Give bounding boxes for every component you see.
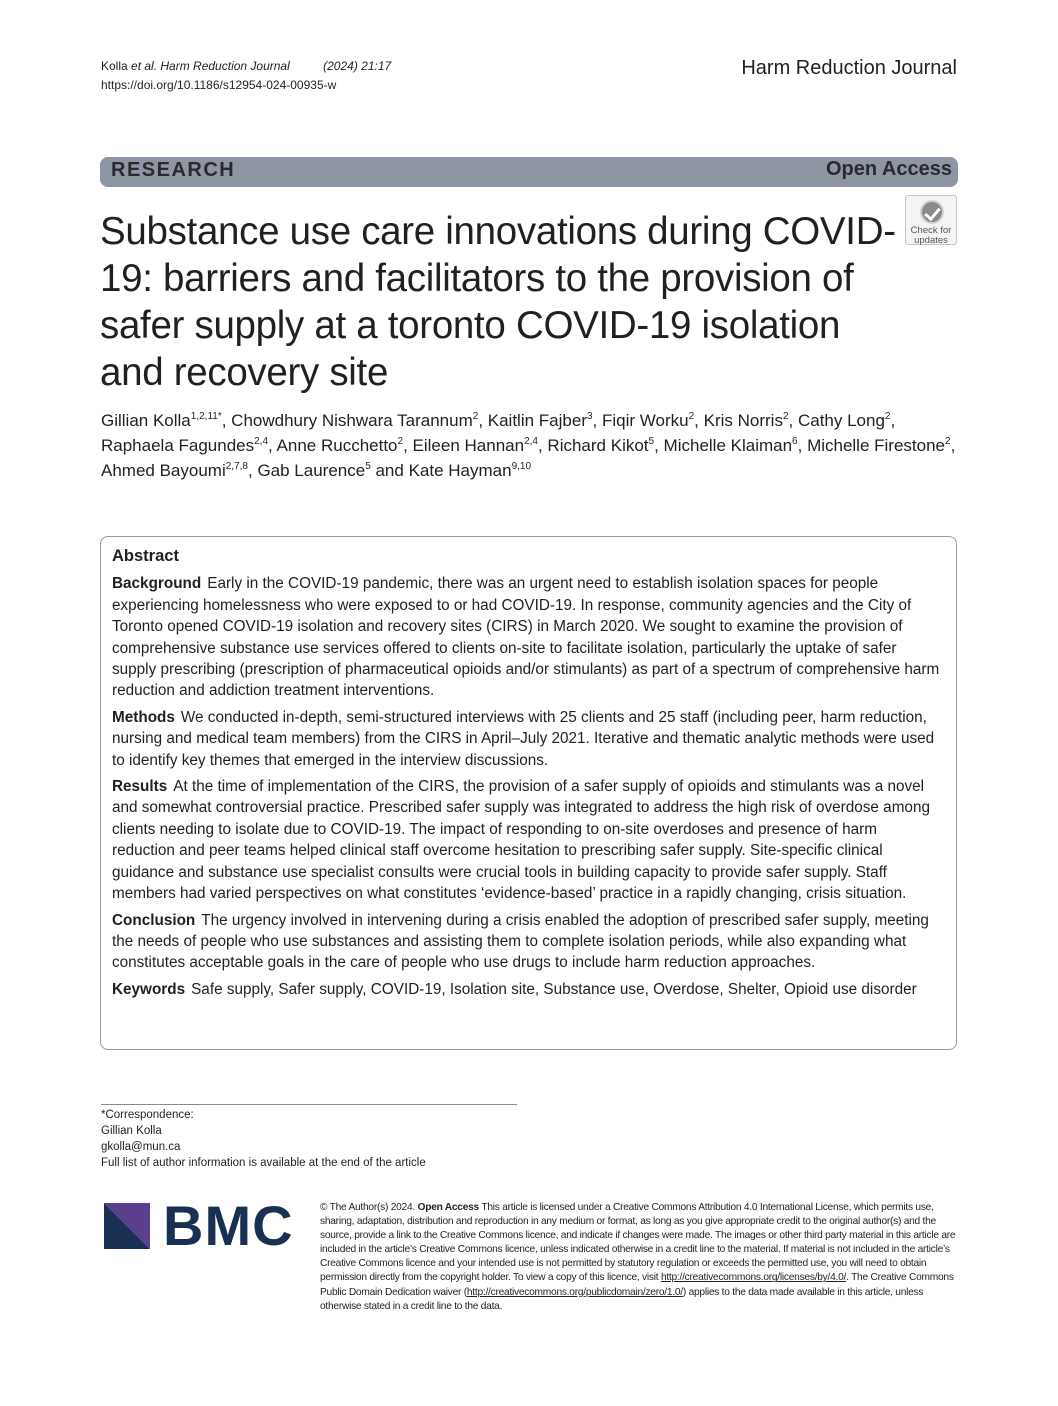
author-separator: and <box>370 461 409 480</box>
author-affiliation: 2 <box>688 411 695 422</box>
author-affiliation: 2 <box>472 411 479 422</box>
abstract-results <box>112 776 942 904</box>
section-text: We conducted in-depth, semi-structured interviews with 25 clients and 25 staff (including peer, harm reduction, nursing and medical team members) from the CIRS in April–July 2021. Iterative and thematic analytic methods were used to identify key themes that emerged in the interview discussions. <box>112 708 935 769</box>
author-separator: , <box>221 411 232 430</box>
author-affiliation: 2 <box>884 411 891 422</box>
citation-line <box>101 57 391 76</box>
citation-header <box>101 57 391 95</box>
author-affiliation: 5 <box>365 461 371 472</box>
section-text: Early in the COVID-19 pandemic, there was an urgent need to establish isolation spaces for people experiencing homelessness who were exposed to or had COVID-19. In response, community agencies and the City of Toronto opened COVID-19 isolation and recovery sites (CIRS) in March 2020. We sought to examine the provision of comprehensive substance use services offered to clients on-site to facilitate isolation, particularly the uptake of safer supply prescribing (prescription of pharmaceutical opioids and/or stimulants) as part of a spectrum of comprehensive harm reduction and addiction treatment interventions. <box>112 575 940 700</box>
author-name[interactable]: Gillian Kolla <box>101 411 191 430</box>
check-for-updates-badge[interactable] <box>905 195 957 245</box>
author-name[interactable]: Gab Laurence <box>257 461 366 480</box>
author-separator: , <box>403 436 413 455</box>
section-text: At the time of implementation of the CIRS, the provision of a safer supply of opioids and stimulants was a novel and somewhat controversial practice. Prescribed safer supply was integrated to address the high risk of overdose among clients needing to isolate due to COVID-19. The impact of responding to on-site overdoses and presence of harm reduction and peer teams helped clinical staff overcome hesitation to prescribing safer supply. Site-specific clinical guidance and substance use specialist consults were crucial tools in building capacity to provide safer supply. Staff members had varied perspectives on what constitutes ‘evidence-based’ practice in a rapidly changing, crisis situation. <box>112 778 930 903</box>
author-name[interactable]: Chowdhury Nishwara Tarannum <box>231 411 473 430</box>
correspondence <box>101 1107 426 1171</box>
citation-authors: Kolla <box>101 59 132 73</box>
author-separator: , <box>694 411 704 430</box>
author-separator: , <box>950 436 956 455</box>
abstract-heading: Abstract <box>112 547 179 565</box>
license-text-1: This article is licensed under a Creative Commons Attribution 4.0 International License, which permits use, sharing, adaptation, distribution and reproduction in any medium or format, as long as you give appropriate credit to the original author(s) and the source, provide a link to the Creative Commons licence, and indicate if changes were made. The images or other third party material in this article are included in the article’s Creative Commons licence, unless indicated otherwise in a credit line to the material. If material is not included in the article’s Creative Commons licence and your intended use is not permitted by statutory regulation or exceeds the permitted use, you will need to obtain permission directly from the copyright holder. To view a copy of this licence, visit <box>320 1202 956 1284</box>
footnote-divider <box>101 1104 517 1105</box>
section-label: Background <box>112 575 202 593</box>
author-affiliation: 3 <box>586 411 593 422</box>
author-affiliation: 2 <box>945 436 951 447</box>
author-separator: , <box>478 411 488 430</box>
license-copyright: © The Author(s) 2024. <box>320 1202 415 1213</box>
author-affiliation: 2,4 <box>254 436 269 447</box>
journal-name: Harm Reduction Journal <box>741 57 957 79</box>
correspondence-email[interactable]: gkolla@mun.ca <box>101 1141 181 1153</box>
author-affiliation: 6 <box>792 436 798 447</box>
author-separator: , <box>788 411 798 430</box>
author-separator: , <box>537 436 548 455</box>
author-name[interactable]: Kaitlin Fajber <box>487 411 587 430</box>
author-affiliation: 2 <box>397 436 404 447</box>
section-label: Methods <box>112 708 175 726</box>
open-access-label: Open Access <box>826 158 952 180</box>
author-separator: , <box>268 436 277 455</box>
author-separator: , <box>890 411 896 430</box>
author-name[interactable]: Fiqir Worku <box>602 411 689 430</box>
author-affiliation: 9,10 <box>511 461 532 472</box>
author-separator: , <box>654 436 664 455</box>
author-name[interactable]: Michelle Klaiman <box>663 436 793 455</box>
section-label: Keywords <box>112 980 186 998</box>
author-separator: , <box>797 436 808 455</box>
author-name[interactable]: Richard Kikot <box>547 436 649 455</box>
author-affiliation: 2 <box>782 411 789 422</box>
author-affiliation: 5 <box>648 436 655 447</box>
section-label: Conclusion <box>112 911 196 929</box>
section-text: Safe supply, Safer supply, COVID-19, Isolation site, Substance use, Overdose, Shelter, Opioid use disorder <box>191 980 917 998</box>
article-title: Substance use care innovations during COVID-19: barriers and facilitators to the provision of safer supply at a toronto COVID-19 isolation and recovery site <box>100 210 896 394</box>
section-label: Results <box>112 778 168 796</box>
author-affiliation: 2,4 <box>524 436 538 447</box>
check-icon <box>920 200 944 224</box>
author-separator: , <box>592 411 602 430</box>
license-statement <box>320 1201 960 1314</box>
badge-line-2: updates <box>914 235 948 246</box>
correspondence-name: Gillian Kolla <box>101 1125 162 1137</box>
author-name[interactable]: Ahmed Bayoumi <box>101 461 226 480</box>
abstract-background <box>112 573 942 701</box>
author-list <box>101 408 971 483</box>
abstract-methods <box>112 707 942 771</box>
author-name[interactable]: Eileen Hannan <box>412 436 525 455</box>
abstract-conclusion <box>112 910 942 974</box>
author-name[interactable]: Kris Norris <box>703 411 783 430</box>
abstract <box>112 546 942 1005</box>
license-open-access: Open Access <box>417 1202 479 1213</box>
abstract-keywords <box>112 979 942 1000</box>
author-affiliation: 1,2,11* <box>190 411 222 422</box>
author-name[interactable]: Michelle Firestone <box>807 436 946 455</box>
author-affiliation: 2,7,8 <box>225 461 248 472</box>
citation-year: (2024) 21:17 <box>323 59 392 73</box>
citation-journal: et al. Harm Reduction Journal <box>131 59 290 73</box>
section-text: The urgency involved in intervening during a crisis enabled the adoption of prescribed safer supply, meeting the needs of people who use substances and assisting them to complete isolation periods, while also expanding what constitutes acceptable goals in the care of people who use drugs to include harm reduction approaches. <box>112 911 929 972</box>
cc-by-license-link[interactable]: http://creativecommons.org/licenses/by/4.0/ <box>660 1272 847 1284</box>
bmc-logo-text: BMC <box>163 1194 294 1257</box>
doi-link[interactable]: https://doi.org/10.1186/s12954-024-00935-w <box>101 78 337 92</box>
license-text-2: . The Creative Commons Public Domain Dedication waiver ( <box>320 1272 954 1298</box>
badge-line-1: Check for <box>910 225 952 236</box>
correspondence-label: *Correspondence: <box>101 1109 194 1121</box>
cc-zero-waiver-link[interactable]: http://creativecommons.org/publicdomain/zero/1.0/ <box>466 1286 683 1298</box>
author-name[interactable]: Cathy Long <box>797 411 885 430</box>
author-name[interactable]: Raphaela Fagundes <box>101 436 255 455</box>
license-text-3: ) applies to the data made available in this article, unless otherwise stated in a credit line to the data. <box>320 1286 924 1312</box>
author-separator: , <box>247 461 258 480</box>
article-type-label: RESEARCH <box>111 159 236 181</box>
author-info-note: Full list of author information is available at the end of the article <box>101 1157 426 1169</box>
author-name[interactable]: Kate Hayman <box>408 461 512 480</box>
author-name[interactable]: Anne Rucchetto <box>276 436 398 455</box>
